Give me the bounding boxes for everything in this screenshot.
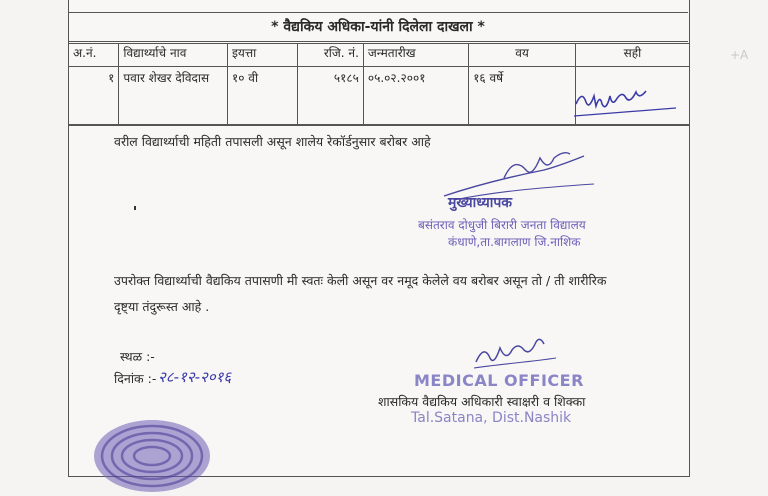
verification-line: वरील विद्यार्थ्याची महिती तपासली असून शालेय रेकॉर्डनुसार बरोबर आहे	[114, 134, 431, 149]
header-standard: इयत्ता	[228, 44, 298, 67]
date-label: दिनांक :-	[114, 371, 157, 386]
cell-reg-no: ५१८५	[297, 67, 363, 126]
cell-roll-no: १	[69, 67, 119, 126]
header-reg-no: रजि. नं.	[297, 44, 363, 67]
stamp-school-address: कंधाणे,ता.बागलाण जि.नाशिक	[448, 235, 581, 249]
margin-note: +A	[730, 48, 749, 62]
medical-officer-caption: शासकिय वैद्यकिय अधिकारी स्वाक्षरी व शिक्का	[378, 394, 586, 409]
header-age: वय	[469, 44, 576, 67]
header-roll-no: अ.नं.	[69, 44, 119, 67]
thumbprint	[92, 414, 216, 494]
student-signature	[572, 82, 682, 122]
medical-officer-place: Tal.Satana, Dist.Nashik	[411, 410, 572, 426]
medical-officer-signature	[470, 338, 560, 372]
certificate-title: * वैद्यकिय अधिका-यांनी दिलेला दाखला *	[68, 12, 688, 42]
stamp-designation: मुख्याध्यापक	[448, 195, 513, 211]
table-header-row	[69, 44, 690, 67]
medical-statement: उपरोक्त विद्यार्थ्याची वैद्यकिय तपासणी मी स्वतः केली असून वर नमूद केलेले वय बरोबर असून तो / ती शारीरिक दृष्ट्या तंदुरूस्त आहे .	[114, 273, 607, 314]
date-value: २८-१२-२०१६	[158, 368, 232, 386]
place-label: स्थळ :-	[120, 349, 155, 364]
header-dob: जन्मतारीख	[363, 44, 468, 67]
section-divider	[68, 124, 690, 125]
cell-age: १६ वर्षे	[469, 67, 576, 126]
header-student-name: विद्यार्थ्याचे नाव	[119, 44, 228, 67]
cell-standard: १० वी	[228, 67, 298, 126]
cell-student-name: पवार शेखर देविदास	[119, 67, 228, 126]
cell-dob: ०५.०२.२००१	[363, 67, 468, 126]
medical-officer-stamp: MEDICAL OFFICER	[414, 371, 584, 390]
ink-dot	[134, 206, 136, 210]
header-signature: सही	[575, 44, 689, 67]
stamp-school-name: बसंतराव दोधुजी बिरारी जनता विद्यालय	[418, 218, 586, 232]
